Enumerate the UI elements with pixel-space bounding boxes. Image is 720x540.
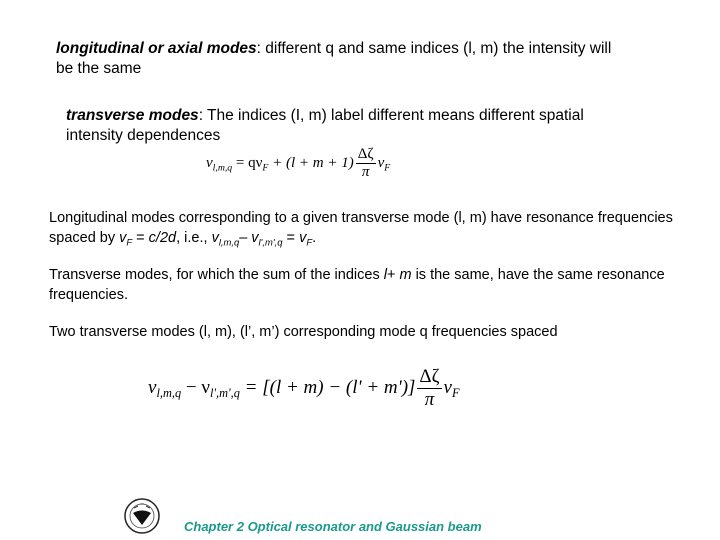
subscript: F (451, 386, 460, 401)
term-longitudinal: longitudinal or axial modes (56, 40, 257, 57)
var: m (399, 267, 412, 283)
eq-term: − ν (181, 376, 210, 398)
eq-term: = [(l + m) − (l' + m')] (239, 376, 416, 398)
subscript: l',m',q (209, 386, 240, 401)
subscript: l,m,q (156, 386, 182, 401)
subscript: l,m,q (218, 236, 240, 248)
var: c/2d (148, 230, 177, 246)
desc-transverse: : The indices (I, m) label different means different spatial intensity dependences (66, 107, 584, 144)
desc-longitudinal: : different q and same indices (l, m) the intensity will be the same (56, 40, 612, 77)
var: v (299, 230, 307, 246)
nu-symbol: ν (443, 376, 452, 398)
var: l (383, 267, 387, 283)
var: v (211, 230, 219, 246)
subscript: l',m',q (258, 236, 283, 248)
para-longitudinal-spacing (49, 208, 689, 252)
var: v (119, 230, 127, 246)
eq-term: + (l + m + 1) (268, 154, 354, 171)
fraction (417, 366, 441, 411)
denominator: π (424, 389, 435, 410)
numerator: Δζ (419, 366, 440, 387)
text: . (312, 230, 317, 246)
term-transverse: transverse modes (66, 107, 199, 124)
var: v (251, 230, 259, 246)
nu-symbol: ν (377, 154, 385, 171)
fraction (356, 146, 376, 181)
eq-term: = qν (232, 154, 263, 171)
nu-symbol: ν (206, 154, 213, 171)
text: , i.e., (176, 230, 212, 246)
para-transverse-modes (66, 106, 626, 146)
text: – (239, 230, 252, 246)
subscript: l,m,q (212, 162, 233, 174)
text: Longitudinal modes corresponding to a given transverse mode (l, m) have resonance frequencies spaced by (49, 210, 673, 246)
subscript: F (384, 162, 391, 174)
equation-frequency-difference (148, 366, 460, 411)
para-longitudinal-modes (56, 39, 626, 79)
footer-title: Chapter 2 Optical resonator and Gaussian beam (184, 519, 482, 534)
text: is the same, have the same resonance frequencies. (49, 267, 665, 303)
denominator: π (361, 164, 370, 180)
equation-mode-frequency (206, 146, 390, 181)
para-transverse-sum (49, 265, 689, 305)
text: Transverse modes, for which the sum of the indices (49, 267, 384, 283)
numerator: Δζ (357, 146, 374, 162)
para-two-transverse (49, 322, 689, 342)
subscript: F (126, 236, 133, 248)
university-seal-icon (124, 498, 160, 534)
subscript: F (306, 236, 313, 248)
text: = (132, 230, 149, 246)
text: Two transverse modes (l, m), (l’, m’) corresponding mode q frequencies spaced (49, 324, 558, 340)
nu-symbol: ν (148, 376, 157, 398)
text: = (282, 230, 300, 246)
text: + (386, 267, 400, 283)
subscript: F (262, 162, 269, 174)
